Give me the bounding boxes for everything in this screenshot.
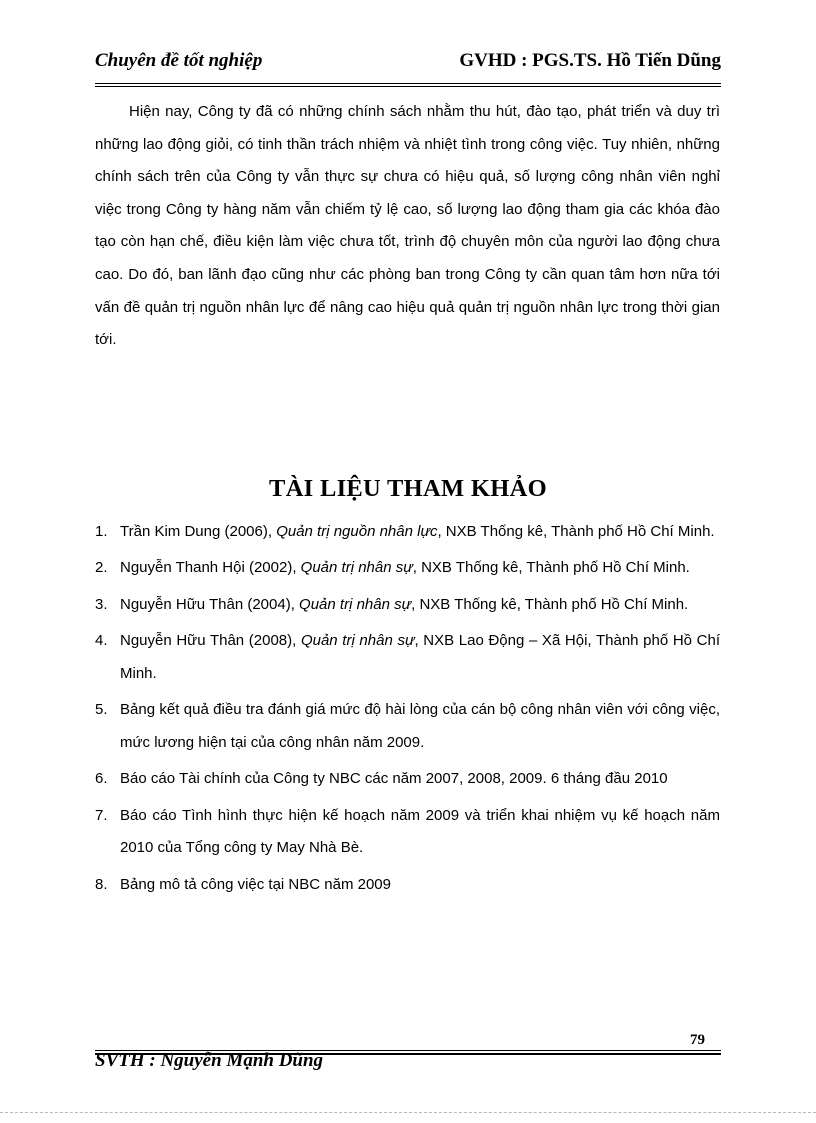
reference-number: 3. — [95, 595, 108, 613]
reference-item — [95, 763, 720, 796]
reference-text: Nguyễn Hữu Thân (2004), — [120, 595, 300, 613]
reference-item — [95, 589, 720, 622]
reference-number: 4. — [95, 632, 108, 650]
reference-number: 1. — [95, 523, 108, 540]
reference-item — [95, 869, 720, 902]
reference-book-title: Quản trị nhân sự — [300, 559, 413, 577]
page-bottom-border — [0, 1112, 816, 1113]
reference-number: 8. — [95, 875, 108, 893]
reference-book-title: Quản trị nhân sự — [299, 595, 412, 613]
reference-item — [95, 694, 720, 759]
page-number: 79 — [690, 1032, 705, 1048]
header-title: Chuyên đề tốt nghiệp — [95, 50, 263, 71]
reference-publisher: , NXB Thống kê, Thành phố Hồ Chí Minh. — [411, 595, 689, 613]
reference-text: Nguyễn Hữu Thân (2008), — [120, 632, 301, 650]
reference-text: Nguyễn Thanh Hội (2002), — [120, 559, 301, 577]
reference-text: Bảng mô tả công việc tại NBC năm 2009 — [120, 875, 391, 893]
reference-publisher: , NXB Thống kê, Thành phố Hồ Chí Minh. — [412, 559, 690, 577]
header-rule — [95, 83, 721, 87]
reference-number: 7. — [95, 806, 108, 824]
reference-item — [95, 516, 720, 549]
reference-text: Trần Kim Dung (2006), — [120, 523, 277, 540]
reference-text: Bảng kết quả điều tra đánh giá mức độ hài lòng của cán bộ công nhân viên với công việc, mức lương hiện tại của công nhân năm 2009. — [120, 701, 720, 751]
reference-number: 6. — [95, 770, 108, 788]
reference-book-title: Quản trị nhân sự — [300, 632, 415, 650]
reference-text: Báo cáo Tài chính của Công ty NBC các năm 2007, 2008, 2009. 6 tháng đầu 2010 — [120, 770, 668, 788]
reference-publisher: , NXB Thống kê, Thành phố Hồ Chí Minh. — [437, 523, 715, 540]
reference-publisher: , NXB Lao Động – Xã Hội, Thành phố Hồ Chí Minh. — [120, 632, 720, 682]
reference-number: 5. — [95, 701, 108, 719]
page-header — [95, 50, 721, 78]
reference-text: Báo cáo Tình hình thực hiện kế hoạch năm 2009 và triển khai nhiệm vụ kế hoạch năm 2010 của Tổng công ty May Nhà Bè. — [120, 806, 720, 857]
reference-item — [95, 800, 720, 865]
reference-number: 2. — [95, 559, 108, 577]
reference-item — [95, 625, 720, 690]
reference-list — [95, 516, 720, 905]
footer-student-name: SVTH : Nguyễn Mạnh Dũng — [95, 1050, 324, 1071]
header-advisor: GVHD : PGS.TS. Hồ Tiến Dũng — [459, 50, 721, 71]
reference-book-title: Quản trị nguồn nhân lực — [276, 523, 438, 540]
body-paragraph: Hiện nay, Công ty đã có những chính sách nhằm thu hút, đào tạo, phát triển và duy trì những lao động giỏi, có tinh thần trách nhiệm và nhiệt tình trong công việc. Tuy nhiên, những chính sách trên của Công ty vẫn thực sự chưa có hiệu quả, số lượng công nhân viên nghỉ việc trong Công ty hàng năm vẫn chiếm tỷ lệ cao, số lượng lao động tham gia các khóa đào tạo còn hạn chế, điều kiện làm việc chưa tốt, trình độ chuyên môn của người lao động chưa cao. Do đó, ban lãnh đạo cũng như các phòng ban trong Công ty cần quan tâm hơn nữa tới vấn đề quản trị nguồn nhân lực để nâng cao hiệu quả quản trị nguồn nhân lực trong thời gian tới. — [95, 103, 720, 349]
references-title: TÀI LIỆU THAM KHẢO — [269, 475, 547, 502]
reference-item — [95, 552, 720, 585]
